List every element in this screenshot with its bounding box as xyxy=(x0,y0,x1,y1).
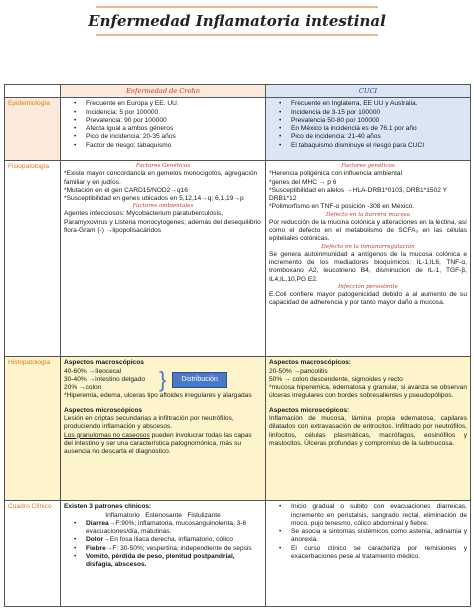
list-item: • Pico de incidencia: 21-40 años xyxy=(269,133,467,141)
section-title: Defecto en la barrera mucosa xyxy=(325,211,411,218)
text-line: *Existe mayor concordancia en gemelos monocigotos, agregación familiar y en judíos. xyxy=(64,170,258,186)
distribution-list xyxy=(64,368,145,393)
list-item xyxy=(64,520,262,537)
page-title: Enfermedad Inflamatoria intestinal xyxy=(88,12,386,30)
text-line: 30-40% →intestino delgado xyxy=(64,375,146,383)
text-line: *Susceptibilidad en alelos →HLA-DRB1*0103, DRB1*1502 Y DRB1*12 xyxy=(269,186,447,203)
section-title: Defecto en la inmunorregulación xyxy=(321,243,415,250)
list-item: • Frecuente en Europa y EE. UU. xyxy=(64,100,262,108)
item-text: →En fosa iliaca derecha, inflamatorio, cólico xyxy=(103,536,233,544)
row-histopatologia xyxy=(5,357,471,501)
row-label-cuadro-clinico: Cuadro Clínico xyxy=(5,501,61,607)
text-paragraph: Se genera autoinmunidad a antígenos de la mucosa colónica e incremento de los mediadores bioquímicos: IL-1,IL6, TNF-α, tromboxano A2, leucotrieno B4, disminucion de IL-1, TGF-β, IL4,IL,10,PG E2. xyxy=(269,250,467,283)
text-paragraph: Agentes infecciosos: Mycobacterium paratuberculosis, Paramyxovirus y Listeria monocytogenes; además del desequilibrio flora-Gram (-) →lipopolisacáridos xyxy=(64,210,261,235)
title-rule-top xyxy=(96,6,378,8)
epidemiologia-cuci-cell xyxy=(266,98,471,161)
patterns-line: Inflamatorio Estenosante Fistulizante xyxy=(105,511,221,519)
list-item: • Frecuente en Inglaterra, EE UU y Australia. xyxy=(269,100,467,108)
section-title: Infección persistente xyxy=(338,283,398,290)
list-item xyxy=(64,545,262,553)
section-title: Factores Genéticos xyxy=(135,163,191,170)
list-item: • Afecta igual a ambos géneros xyxy=(64,125,262,133)
underlined-text: Los granulomas no caseosos xyxy=(64,431,150,439)
section-title: Aspectos macroscópicos xyxy=(64,359,144,367)
clinico-cuci-cell xyxy=(266,501,471,607)
histopatologia-cuci-cell xyxy=(266,357,471,501)
item-head: Diarrea xyxy=(86,519,109,527)
item-text: →F: 30-50%; vespertina; independiente de sepsis xyxy=(105,544,252,552)
text-line: 40-60% →íleocecal xyxy=(64,367,122,375)
list-item: • Se asocia a sintomas sistémicos como astenia, adinamia y anorexia. xyxy=(269,528,467,545)
text-line: *Mutación en el gen CARD15/NOD2→q16 xyxy=(64,186,188,194)
section-title: Existen 3 patrones clínicos: xyxy=(64,503,152,511)
text-span: pueden involucrar todas las capas del intestino y ser una característica patognomónica, más su ausencia no descarta el diagnostico. xyxy=(64,431,252,456)
text-paragraph: *mucosa hiperemica, edematosa y granular, si avanza se observan úlceras irregulares con bordes sobresalientes y pseudopólipos. xyxy=(269,384,467,400)
text-paragraph: E.Coli confiere mayor patogenicidad debido a al aumento de su capacidad de adherencia y por tanto mayor daño a mucosa. xyxy=(269,290,467,307)
text-paragraph: Lesión en criptas secundarias a infiltración por neutrófilos, produciendo inflamación y abscesos. xyxy=(64,415,234,431)
text-line: 20-50% →pancolitis xyxy=(269,367,328,375)
section-title: Factores genéticos xyxy=(341,163,395,170)
row-label-fisiopatologia: Fisiopatología xyxy=(5,161,61,357)
list-item: • El tabaquismo disminuye el riesgo para CUCI xyxy=(269,142,467,150)
list-item: • Inicio gradual o subito con evacuaciones diarreicas, incremento en peristalsis, sangrado rectal, eliminación de moco, pujo tenesmo, cólico abdominal y fiebre. xyxy=(269,503,467,528)
list-item: • Factor de riesgo: tabaquismo xyxy=(64,142,262,150)
list-item xyxy=(64,553,262,570)
item-head: Vomito, pérdida de peso, plenitud postpandrial, disfagia, abscesos. xyxy=(86,553,235,569)
text-paragraph: Por reducción de la mucina colónica y alteraciones en la lectina, así como el defecto en el metabolismo de SCFA₃ en las células epiteliales colónicas. xyxy=(269,218,467,243)
row-epidemiologia xyxy=(5,98,471,161)
row-fisiopatologia xyxy=(5,161,471,357)
column-header-cuci: CUCI xyxy=(266,85,471,98)
distribution-block xyxy=(64,368,262,393)
list-item: • Pico de incidencia: 20-35 años xyxy=(64,133,262,141)
section-title: Aspectos macroscópicos: xyxy=(269,359,352,367)
item-head: Dolor xyxy=(86,536,104,544)
fisiopatologia-cuci-cell xyxy=(266,161,471,357)
header-row xyxy=(5,85,471,98)
row-label-epidemiologia: Epidemiología xyxy=(5,98,61,161)
fisiopatologia-crohn-cell xyxy=(61,161,266,357)
text-line: *Polimorfismo en TNF-α posición -308 en México. xyxy=(269,203,415,211)
text-line: *Herencia poligénica con influencia ambiental xyxy=(269,170,403,178)
epidemiologia-crohn-cell xyxy=(61,98,266,161)
list-item: • Incidencia: 5 por 100000 xyxy=(64,109,262,117)
text-line: *genes del MHC → p 6 xyxy=(269,178,337,186)
item-text: →F:90%; inflamatoria, mucosanguinolenta, 3-6 evacuaciones/día, matutinas. xyxy=(86,519,247,536)
list-item: • Prevalencia: 90 por 100000 xyxy=(64,117,262,125)
column-header-crohn: Enfermedad de Crohn xyxy=(61,85,266,98)
title-rule-bottom xyxy=(96,34,378,36)
histopatologia-crohn-cell xyxy=(61,357,266,501)
text-paragraph: *Hiperemia, edema, ulceras tipo aftoides irregulares y alargadas xyxy=(64,392,252,400)
list-item: • Prevalencia 50-80 por 100000 xyxy=(269,117,467,125)
distribution-badge: Distribución xyxy=(172,372,227,388)
text-line: *Susceptibilidad en genes ubicados en 5,12,14→q; 6,1,19→p xyxy=(64,195,244,203)
row-cuadro-clinico xyxy=(5,501,471,607)
section-title: Factores ambientales xyxy=(132,203,194,210)
text-line: 20% →colon xyxy=(64,384,102,392)
item-head: Fiebre xyxy=(86,544,106,552)
text-line: 50% → colon descendente, sigmoides y recto xyxy=(269,375,403,383)
section-title: Aspectos microscópicos xyxy=(64,406,143,414)
list-item: • En México la incidencia es de 76.1 por año xyxy=(269,125,467,133)
clinico-crohn-cell xyxy=(61,501,266,607)
text-paragraph xyxy=(64,432,262,457)
comparison-table xyxy=(4,84,471,607)
header-empty-cell xyxy=(5,85,61,98)
section-title: Aspectos microscópicos: xyxy=(269,406,350,414)
text-paragraph: Inflamación de mucosa, lámina propia edematosa, capilares dilatados con extravasación de eritrocitos. Infiltrado por neutrófilos, linfocitos, células plasmáticas, macrófagos, eosinófilos y mastocitos. Úlceras profundas y compromiso de la submucosa. xyxy=(269,415,467,447)
brace-icon: } xyxy=(159,367,167,393)
row-label-histopatologia: Histopatología xyxy=(5,357,61,501)
list-item: • Incidencia de 3-15 por 100000 xyxy=(269,109,467,117)
list-item: • El curso clínico se caracteriza por remisiones y exacerbaciones pese al tratamiento médico. xyxy=(269,545,467,562)
list-item xyxy=(64,536,262,544)
